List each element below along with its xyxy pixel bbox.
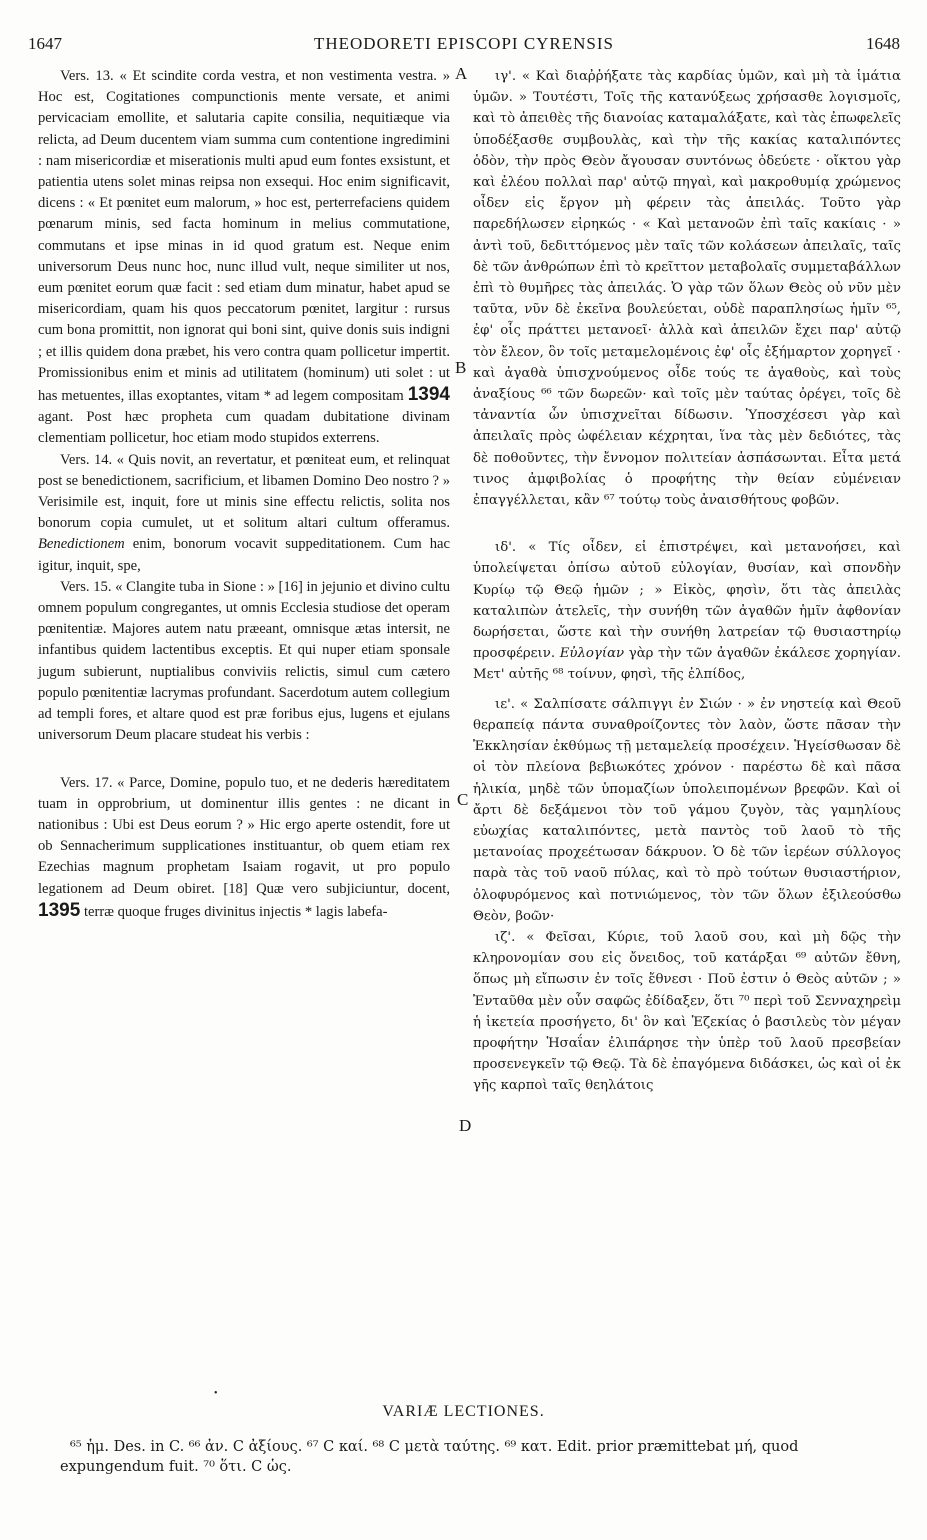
latin-verse-13-tail: agant. Post hæc propheta cum quadam dubitatione divinam clementiam pollicetur, hoc etiam modo stupidos exterrens. [38, 409, 450, 447]
left-page-number: 1647 [28, 34, 62, 53]
greek-verse-15: ιε'. « Σαλπίσατε σάλπιγγι ἐν Σιών · » ἐν νηστείᾳ καὶ Θεοῦ θεραπείᾳ πάντα συναθροίζοντες τὸν λαὸν, ὥστε πᾶσαν τὴν Ἐκκλησίαν ἐκθύμως τῇ μεταμελείᾳ προσέχειν. Ἡγείσθωσαν δὲ οἱ τὸν πλείονα βεβιωκότες χρόνον · παρέστω δὲ καὶ πᾶσα ἡλικία, μηδὲ τῶν ὑπομαζίων ὑπολειπομένων βρεφῶν. Καὶ οἱ ἄρτι δὲ δεξάμενοι τὸν τοῦ γάμου ζυγὸν, τὰς γαμηλίους εὐωχίας καταλιπόντες, μετὰ παντὸς τοῦ λαοῦ τὸ τῆς μετανοίας προχεέτωσαν δάκρυον. Ὁ δὲ τῶν ἱερέων σύλλογος παρὰ τὰς τοῦ ναοῦ πύλας, καὶ τὸ πρὸ τούτων θυσιαστήριον, ὀλοφυρόμενος καὶ ποτνιώμενος, τὸν τῶν ὅλων ἐξιλεούσθω Θεὸν, βοῶν· [473, 696, 901, 924]
latin-verse-17-text: Vers. 17. « Parce, Domine, populo tuo, et ne dederis hæreditatem tuam in opprobrium, ut dominentur illis gentes : ne dicant in nationibus : Ubi est Deus eorum ? » Hic ergo aperte ostendit, fore ut ob Sennacherimum supplicationes instituantur, ob quem etiam rex Ezechias magnum prophetam Isaiam rogavit, ut pro populo legationem ad Deum obiret. [18] Quæ vero subjiciuntur, docent, [38, 774, 450, 897]
latin-column [38, 66, 450, 923]
greek-verse-13: ιγ'. « Καὶ διαῤῥήξατε τὰς καρδίας ὑμῶν, καὶ μὴ τὰ ἱμάτια ὑμῶν. » Τουτέστι, Τοῖς τῆς κατανύξεως χρήσασθε λογισμοῖς, καὶ τὸ ἀπειθὲς τῆς διανοίας καταμαλάξατε, καὶ τὰς ἐπωφελεῖς ὑποδέξασθε συμβουλὰς, καὶ τὴν τῆς κακίας καταλιπόντες ὁδὸν, τὴν πρὸς Θεὸν ἄγουσαν συντόνως ὁδεύετε · οἴκτου γὰρ καὶ ἐλέου πολλαὶ παρ' αὐτῷ πηγαὶ, καὶ μακροθυμίᾳ χρώμενος οἶδεν εἰς ἔργον μὴ φέρειν τὰς ἀπειλάς. Τοῦτο γὰρ παρεδήλωσεν εἰρηκώς · « Καὶ μετανοῶν ἐπὶ ταῖς κακίαις · » ἀντὶ τοῦ, δεδιττόμενος μὲν ταῖς τῶν κολάσεων ἀπειλαῖς, ταῖς δὲ τῶν ἀνθρώπων ἐπὶ τὸ κρεῖττον μεταβολαῖς συμμεταβάλλων ἐπὶ τὸ θυμῆρες τὰς ἀπειλάς. Ὁ γὰρ τῶν ὅλων Θεὸς οὐ νῦν μὲν ταῦτα, νῦν δὲ ἐκεῖνα βουλεύεται, οὐδὲ παραπλησίως ἡμῖν ⁶⁵, ἐφ' οἷς πράττει μετανοεῖ· ἀλλὰ καὶ ἀπειλῶν ἔχει παρ' αὐτῷ τὸν ἔλεον, ὃν τοῖς μεταμελομένοις ἐφ' οἷς ἐξήμαρτον χορηγεῖ · καὶ ἀγαθὰ ὑπισχνούμενος οἶδε τούς τε ἀγαθοὺς, καὶ τοὺς ἀναξίους ⁶⁶ τῶν δωρεῶν· καὶ τοῖς μὲν ταύτας ὀρέγει, τοῖς δὲ τἀναντία ὧν ὑπισχνεῖται δίδωσιν. Ὑποσχέσεσι γὰρ καὶ ἀπειλαῖς πρὸς ὠφέλειαν κέχρηται, ἵνα τὰς μὲν δεδιότες, τὰς δὲ ποθοῦντες, τὴν ἔννομον πολιτείαν ἀσπάσωνται. Εἶτα μετά τινος ἀμφιβολίας ὁ προφήτης τὴν θείαν εὐμένειαν ἐπαγγέλλεται, κἂν ⁶⁷ τούτῳ τοὺς ἀναισθήτους φοβῶν. [473, 69, 901, 509]
variae-lectiones-title: VARIÆ LECTIONES. [382, 1403, 545, 1420]
section-marker-b: B [455, 358, 467, 377]
greek-column [473, 66, 901, 1097]
greek-italic-word: Εὐλογίαν [559, 646, 625, 662]
section-marker-c: C [457, 790, 469, 809]
section-marker-d: D [459, 1116, 472, 1135]
latin-verse-14-text: Vers. 14. « Quis novit, an revertatur, et pœniteat eum, et relinquat post se benedictionem, sacrificium, et libamen Domino Deo nostro ? » Verisimile est, inquit, fore ut minis sine effectu relictis, solita nos bonorum copia cumulet, ut et solitum altari cultum offeramus. [38, 451, 450, 532]
ornament-dot: • [214, 1388, 218, 1399]
right-page-number: 1648 [866, 34, 900, 53]
greek-verse-14-tail: γὰρ τὴν τῶν ἀγαθῶν ἐκάλεσε χορηγίαν. Μετ' αὐτῆς ⁶⁸ τοίνυν, φησὶ, τῆς ἐλπίδος, [473, 646, 902, 683]
greek-verse-17: ιζ'. « Φεῖσαι, Κύριε, τοῦ λαοῦ σου, καὶ μὴ δῷς τὴν κληρονομίαν σου εἰς ὄνειδος, τοῦ κατάρξαι ⁶⁹ αὐτῶν ἔθνη, ὅπως μὴ εἴπωσιν ἐν τοῖς ἔθνεσι · Ποῦ ἐστιν ὁ Θεὸς αὐτῶν ; » Ἐνταῦθα μὲν οὖν σαφῶς ἐδίδαξεν, ὅτι ⁷⁰ περὶ τοῦ Σενναχηρεὶμ ἡ ἱκετεία προσήγετο, δι' ὃν καὶ Ἐζεκίας ὁ βασιλεὺς τὸν μέγαν προφήτην Ἡσαΐαν ἐλιπάρησε τὴν ὑπὲρ τοῦ λαοῦ πρεσβείαν προσενεγκεῖν τῷ Θεῷ. Τὰ δὲ ἐπαγόμενα διδάσκει, ὡς καὶ οἱ ἐκ γῆς καρποὶ ταῖς θεηλάτοις [473, 929, 901, 1094]
latin-verse-14-tail: enim, bonorum vocavit suppeditationem. Cum hac igitur, inquit, spe, [38, 536, 450, 574]
latin-verse-17-tail: terræ quoque fruges divinitus injectis * lagis labefa- [83, 903, 388, 920]
latin-verse-13 [38, 66, 450, 450]
section-marker-a: A [455, 64, 468, 83]
footnotes: ⁶⁵ ἡμ. Des. in C. ⁶⁶ ἀν. C ἀξίους. ⁶⁷ C καί. ⁶⁸ C μετὰ ταύτης. ⁶⁹ κατ. Edit. prior præmittebat μή, quod expungendum fuit. ⁷⁰ ὅτι. C ὡς. [60, 1439, 799, 1475]
latin-italic-word: Benedictionem [38, 536, 125, 553]
column-number-1394: 1394 [407, 384, 450, 406]
greek-verse-14 [473, 537, 901, 685]
greek-verse-14-text: ιδ'. « Τίς οἶδεν, εἰ ἐπιστρέψει, καὶ μετανοήσει, καὶ ὑπολείψεται ὀπίσω αὐτοῦ εὐλογίαν, θυσίαν, καὶ σπονδὴν Κυρίῳ τῷ Θεῷ ἡμῶν ; » Εἰκὸς, φησὶν, ὅτι τὰς ἀπειλὰς καταλιπὼν ἀτελεῖς, τὴν συνήθη τῶν ἀγαθῶν ἡμῖν ἀφθονίαν δωρήσεται, ὥστε καὶ τὴν συνήθη λατρείαν τῷ θυσιαστηρίῳ προσφέρειν. [473, 540, 901, 662]
running-title: THEODORETI EPISCOPI CYRENSIS [313, 34, 615, 53]
page-header [28, 34, 900, 60]
latin-verse-14 [38, 450, 450, 577]
latin-verse-13-text: Vers. 13. « Et scindite corda vestra, et non vestimenta vestra. » Hoc est, Cogitationes compunctionis mente versate, et animi pervicaciam emollite, et salutaria capite consilia, nequitiæque via relicta, ad Deum ducentem viam summa cum contentione ingredimini : nam misericordiæ et miserationis multi apud eum fontes exsistunt, et patientia utens solet minas reipsa non exsequi. Hoc enim significavit, dicens : « Et pœnitet eum malorum, » hoc est, perterrefaciens quidem pœnarum minis, sed facta hominum in melius commutatione, commutans et ipse minas in id quod gratum est. Neque enim universorum Deus nunc hoc, nunc illud vult, neque similiter ut nos, eum pœnitet eorum quæ facit : sed etiam dum minatur, habet apud se misericordiam, quam his quos peccatorum pœnitet, largitur : rursus cum bona promittit, non ignorat qui boni sint, quive donis suis indigni ; et illis quidem dona præbet, his vero contra quam pollicetur impertit. Promissionibus enim et minis ad utilitatem (hominum) uti solet : ut has metuentes, illas exoptantes, vitam * ad legem compositam [38, 68, 450, 405]
latin-verse-17 [38, 773, 450, 923]
column-number-1395: 1395 [38, 899, 81, 921]
latin-verse-15: Vers. 15. « Clangite tuba in Sione : » [16] in jejunio et divino cultu omnem populum congregantes, ut omnis Ecclesia studiose det operam pœnitentiæ. Majores autem natu præeant, omnisque ætas intersit, ne infantibus quidem lactentibus exceptis. Et qui nuper etiam sponsale jugum subierunt, nuptialibus conviviis relictis, simul cum cætero populo pœnitentiæ lacrymas profundant. Sacerdotum autem collegium ad templi fores, et altare quod est præ foribus ejus, lugens et ejulans universorum Deum placare studeat his verbis : [38, 578, 450, 744]
